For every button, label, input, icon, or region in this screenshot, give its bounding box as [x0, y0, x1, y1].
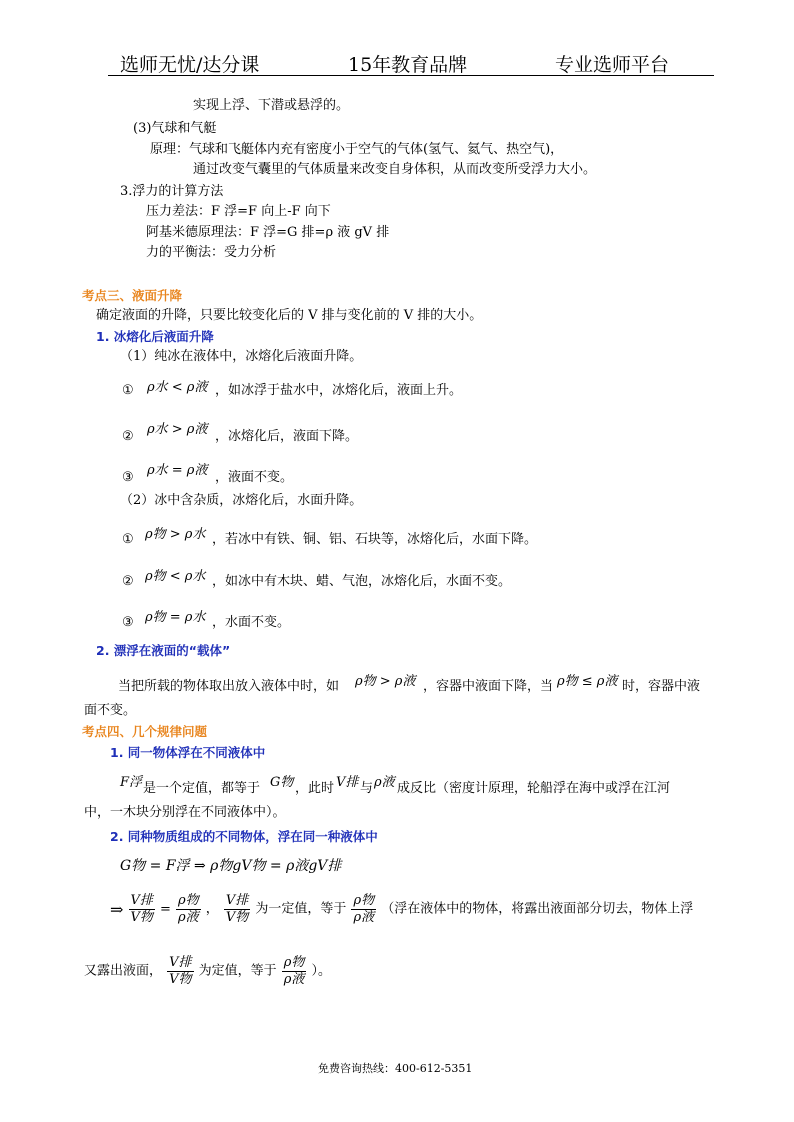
ratio-equation [110, 893, 693, 926]
formula: ρ物 = ρ水 [145, 610, 206, 625]
text-line: 力的平衡法：受力分析 [146, 245, 277, 260]
item-text: ，冰熔化后，液面下降。 [215, 429, 359, 444]
formula: ρ液 [374, 775, 395, 790]
case-heading: （2）冰中含杂质，冰熔化后，水面升降。 [120, 493, 363, 508]
denominator: ρ液 [353, 910, 375, 925]
header-left: 选师无忧/达分课 [120, 54, 260, 76]
numerator: ρ物 [353, 893, 375, 908]
header-right: 专业选师平台 [555, 54, 670, 76]
fraction-rwu-rye [176, 893, 201, 926]
numerator: ρ物 [177, 893, 199, 908]
case-heading: （1）纯冰在液体中，冰熔化后液面升降。 [120, 349, 363, 364]
numerator: V排 [130, 893, 153, 908]
subsection-title: 2. 同种物质组成的不同物体，浮在同一种液体中 [110, 829, 378, 844]
item-text: ，水面不变。 [212, 615, 291, 630]
denominator: V物 [169, 972, 192, 987]
section-title: 考点四、几个规律问题 [82, 724, 208, 739]
fraction-rwu-rye-2 [351, 893, 376, 926]
comma: ， [205, 901, 219, 917]
paragraph-text: 是一个定值，都等于 [143, 781, 261, 796]
formula: G物 [270, 775, 294, 790]
item-number: ① [122, 532, 134, 547]
item-number: ② [122, 429, 134, 444]
formula: ρ物 ≤ ρ液 [557, 674, 618, 689]
equals-symbol: = [159, 902, 171, 917]
item-text: ，若冰中有铁、铜、铝、石块等，冰熔化后，水面下降。 [212, 532, 538, 547]
subsection-title: 1. 同一物体浮在不同液体中 [110, 745, 266, 760]
paragraph-text: 又露出液面， [84, 963, 163, 979]
header-divider [108, 75, 714, 76]
item-number: ③ [122, 615, 134, 630]
fraction-rwu-rye-3 [282, 955, 307, 988]
formula: ρ物 > ρ液 [355, 674, 416, 689]
item-text: ，如冰浮于盐水中，冰熔化后，液面上升。 [215, 383, 463, 398]
equation: G物 = F浮 ⇒ ρ物gV物 = ρ液gV排 [120, 858, 342, 874]
paragraph-text: 为定值，等于 [198, 963, 277, 979]
paragraph-text: 为一定值，等于 [255, 901, 347, 917]
paragraph-text: 与 [360, 781, 374, 796]
formula: ρ水 < ρ液 [147, 380, 208, 395]
item-number: ③ [122, 470, 134, 485]
fraction-vpai-vwu-3 [167, 955, 193, 988]
subsection-title: 1. 冰熔化后液面升降 [96, 329, 214, 344]
text-line: (3)气球和气艇 [133, 121, 217, 136]
item-number: ② [122, 574, 134, 589]
denominator: V物 [130, 910, 153, 925]
paragraph-text: ，容器中液面下降，当 [423, 679, 554, 694]
denominator: ρ液 [283, 972, 305, 987]
implies-symbol: ⇒ [110, 900, 124, 919]
formula: ρ物 < ρ水 [145, 569, 206, 584]
paragraph-text: 时，容器中液 [622, 679, 701, 694]
paragraph-text: （浮在液体中的物体，将露出液面部分切去，物体上浮 [381, 901, 694, 917]
item-number: ① [122, 383, 134, 398]
item-text: ，如冰中有木块、蜡、气泡，冰熔化后，水面不变。 [212, 574, 512, 589]
numerator: ρ物 [283, 955, 305, 970]
numerator: V排 [169, 955, 192, 970]
formula: V排 [336, 775, 359, 790]
paragraph-text: ，此时 [295, 781, 335, 796]
text-line: 阿基米德原理法：F 浮=G 排=ρ 液 gV 排 [146, 225, 390, 240]
formula: ρ水 = ρ液 [147, 463, 208, 478]
formula: ρ物 > ρ水 [145, 527, 206, 542]
text-line: 通过改变气囊里的气体质量来改变自身体积，从而改变所受浮力大小。 [193, 162, 597, 177]
ratio-continuation [84, 955, 331, 988]
text-line: 3.浮力的计算方法 [120, 184, 224, 199]
paragraph-text: 中，一木块分别浮在不同液体中）。 [84, 805, 286, 820]
paragraph-text: 当把所载的物体取出放入液体中时，如 [118, 679, 340, 694]
fraction-vpai-vwu-2 [224, 893, 250, 926]
paragraph-text: 成反比（密度计原理，轮船浮在海中或浮在江河 [397, 781, 671, 796]
footer-hotline: 免费咨询热线：400-612-5351 [318, 1062, 473, 1075]
denominator: V物 [225, 910, 249, 925]
text-line: 实现上浮、下潜或悬浮的。 [193, 98, 350, 113]
section-title: 考点三、液面升降 [82, 288, 183, 303]
section-intro: 确定液面的升降，只要比较变化后的 V 排与变化前的 V 排的大小。 [96, 308, 483, 323]
formula: F浮 [120, 775, 143, 790]
text-line: 压力差法：F 浮=F 向上-F 向下 [146, 204, 331, 219]
item-text: ，液面不变。 [215, 470, 294, 485]
denominator: ρ液 [177, 910, 199, 925]
subsection-title: 2. 漂浮在液面的“载体” [96, 643, 231, 658]
fraction-vpai-vwu [129, 893, 155, 926]
paragraph-text: ）。 [311, 963, 331, 979]
text-line: 原理：气球和飞艇体内充有密度小于空气的气体(氢气、氦气、热空气)， [150, 142, 564, 157]
formula: ρ水 > ρ液 [147, 422, 208, 437]
numerator: V排 [225, 893, 249, 908]
paragraph-text: 面不变。 [84, 703, 137, 718]
header-center: 15年教育品牌 [348, 54, 468, 76]
